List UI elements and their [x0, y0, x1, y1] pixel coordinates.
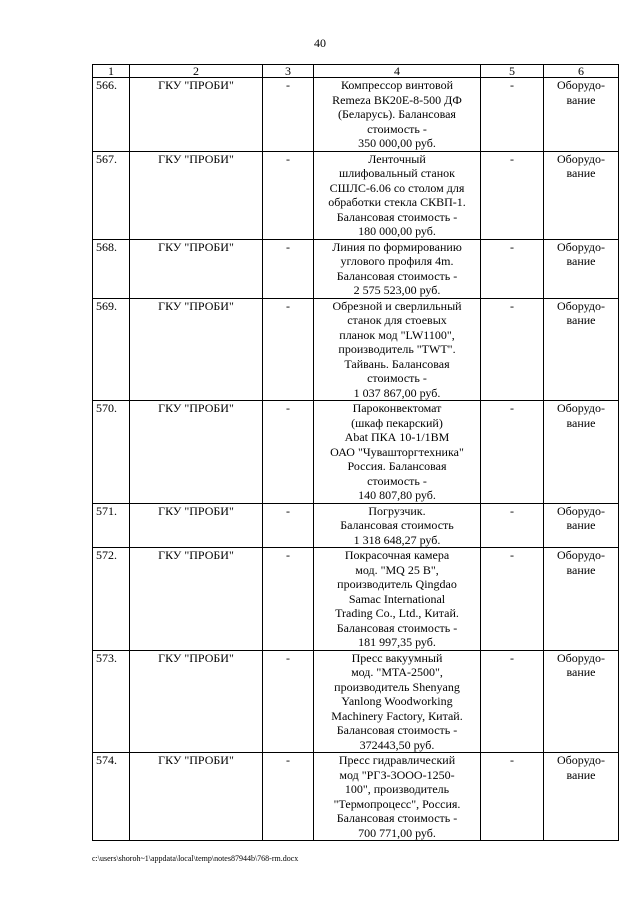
description-line: Покрасочная камера [344, 548, 450, 562]
row-number-cell: 566. [93, 78, 130, 152]
description-line: Линия по формированию [332, 239, 462, 254]
description-line: СШЛС-6.06 со столом для [329, 180, 465, 195]
description-line: шлифовальный станок [338, 166, 456, 180]
description-line: станок для стоевых [347, 313, 447, 327]
type-line: Оборудо- [557, 548, 605, 562]
type-cell [544, 650, 619, 753]
type-line: вание [566, 562, 596, 577]
description-line: 1 037 867,00 руб. [353, 385, 441, 400]
description-line: 700 771,00 руб. [358, 825, 436, 840]
description-line: Remeza ВК20Е-8-500 ДФ [332, 92, 462, 107]
type-line: вание [566, 313, 596, 327]
row-number-cell: 568. [93, 239, 130, 298]
type-line: вание [566, 92, 596, 107]
column-3-cell: - [263, 753, 314, 841]
type-line: вание [566, 767, 596, 782]
row-number-cell: 569. [93, 298, 130, 401]
organization-cell: ГКУ "ПРОБИ" [130, 151, 263, 239]
description-line: производитель Qingdao [337, 577, 457, 591]
table-row [93, 753, 619, 841]
description-line: Обрезной и сверлильный [332, 298, 462, 313]
page-number: 40 [314, 36, 326, 50]
type-line: Оборудо- [557, 298, 605, 313]
type-line: Оборудо- [557, 753, 605, 767]
type-cell [544, 298, 619, 401]
type-cell [544, 239, 619, 298]
table-row [93, 239, 619, 298]
header-col-5: 5 [481, 65, 544, 78]
property-table [92, 64, 619, 841]
description-line: Балансовая стоимость - [336, 723, 458, 737]
type-cell [544, 401, 619, 504]
description-line: стоимость - [367, 121, 427, 136]
description-line: Балансовая стоимость - [336, 811, 458, 825]
organization-cell: ГКУ "ПРОБИ" [130, 401, 263, 504]
type-cell [544, 753, 619, 841]
column-3-cell: - [263, 298, 314, 401]
description-line: Балансовая стоимость [340, 518, 454, 532]
description-line: стоимость - [367, 473, 427, 488]
column-3-cell: - [263, 401, 314, 504]
description-line: планок мод "LW1100", [339, 327, 455, 342]
organization-cell: ГКУ "ПРОБИ" [130, 753, 263, 841]
description-line: 100", производитель [344, 782, 450, 796]
description-line: Machinery Factory, Китай. [331, 708, 463, 723]
description-cell [314, 503, 481, 548]
description-cell [314, 298, 481, 401]
column-3-cell: - [263, 650, 314, 753]
organization-cell: ГКУ "ПРОБИ" [130, 650, 263, 753]
description-line: обработки стекла СКВП-1. [328, 195, 466, 209]
description-line: Trading Co., Ltd., Китай. [335, 606, 459, 620]
type-line: вание [566, 415, 596, 430]
column-3-cell: - [263, 151, 314, 239]
description-line: мод. "MTA-2500", [351, 665, 443, 679]
column-5-cell: - [481, 503, 544, 548]
column-5-cell: - [481, 753, 544, 841]
column-3-cell: - [263, 548, 314, 651]
type-cell [544, 503, 619, 548]
description-line: производитель "TWT". [338, 342, 456, 356]
description-line: 180 000,00 руб. [358, 224, 436, 238]
organization-cell: ГКУ "ПРОБИ" [130, 239, 263, 298]
description-line: Samac International [348, 591, 446, 606]
column-5-cell: - [481, 401, 544, 504]
type-line: Оборудо- [557, 78, 605, 92]
description-line: Балансовая стоимость - [336, 620, 458, 635]
description-line: мод "РГЗ-3ООО-1250- [339, 767, 455, 782]
description-cell [314, 239, 481, 298]
column-5-cell: - [481, 78, 544, 152]
row-number-cell: 573. [93, 650, 130, 753]
description-line: ОАО "Чувашторгтехника" [330, 444, 464, 459]
description-cell [314, 401, 481, 504]
description-line: мод. "MQ 25 В", [355, 562, 439, 577]
description-line: Компрессор винтовой [340, 78, 454, 92]
type-cell [544, 151, 619, 239]
description-cell [314, 151, 481, 239]
description-line: (шкаф пекарский) [351, 415, 443, 430]
type-line: вание [566, 254, 596, 268]
header-col-6: 6 [544, 65, 619, 78]
description-line: (Беларусь). Балансовая [338, 107, 456, 121]
row-number-cell: 572. [93, 548, 130, 651]
column-3-cell: - [263, 78, 314, 152]
description-line: производитель Shenyang [334, 679, 460, 694]
table-header-row [93, 65, 619, 78]
type-cell [544, 78, 619, 152]
type-line: вание [566, 665, 596, 679]
column-5-cell: - [481, 239, 544, 298]
header-col-4: 4 [314, 65, 481, 78]
organization-cell: ГКУ "ПРОБИ" [130, 78, 263, 152]
description-cell [314, 548, 481, 651]
description-line: "Термопроцесс", Россия. [333, 796, 461, 811]
type-line: вание [566, 166, 596, 180]
description-line: Yanlong Woodworking [341, 694, 453, 708]
column-3-cell: - [263, 503, 314, 548]
table-body [93, 65, 619, 841]
row-number-cell: 567. [93, 151, 130, 239]
description-line: Пресс гидравлический [338, 753, 456, 767]
table-row [93, 548, 619, 651]
file-path-footer: c:\users\shoroh~1\appdata\local\temp\notes87944b\768-rm.docx [92, 854, 299, 863]
type-line: Оборудо- [557, 503, 605, 518]
description-line: Погрузчик. [368, 503, 426, 518]
organization-cell: ГКУ "ПРОБИ" [130, 298, 263, 401]
type-line: Оборудо- [557, 151, 605, 166]
description-line: углового профиля 4m. [340, 254, 454, 268]
description-line: Россия. Балансовая [347, 459, 447, 473]
description-line: 350 000,00 руб. [358, 136, 436, 150]
description-line: Тайвань. Балансовая [344, 356, 450, 371]
header-col-2: 2 [130, 65, 263, 78]
header-col-3: 3 [263, 65, 314, 78]
table-row [93, 650, 619, 753]
table-row [93, 503, 619, 548]
table-row [93, 298, 619, 401]
type-cell [544, 548, 619, 651]
description-line: 140 807,80 руб. [358, 488, 436, 502]
table-row [93, 151, 619, 239]
type-line: вание [566, 518, 596, 532]
description-cell [314, 753, 481, 841]
description-line: Ленточный [368, 151, 426, 166]
row-number-cell: 570. [93, 401, 130, 504]
column-5-cell: - [481, 548, 544, 651]
column-5-cell: - [481, 151, 544, 239]
type-line: Оборудо- [557, 239, 605, 254]
type-line: Оборудо- [557, 401, 605, 415]
description-line: Пароконвектомат [352, 401, 442, 415]
description-line: Балансовая стоимость - [336, 209, 458, 224]
description-cell [314, 78, 481, 152]
table-row [93, 78, 619, 152]
description-line: Балансовая стоимость - [336, 268, 458, 283]
row-number-cell: 574. [93, 753, 130, 841]
organization-cell: ГКУ "ПРОБИ" [130, 548, 263, 651]
description-line: Abat ПКА 10-1/1ВМ [344, 430, 450, 444]
description-line: Пресс вакуумный [351, 650, 443, 665]
description-line: стоимость - [367, 371, 427, 385]
description-line: 372443,50 руб. [359, 737, 435, 752]
table-row [93, 401, 619, 504]
description-line: 181 997,35 руб. [358, 635, 436, 649]
organization-cell: ГКУ "ПРОБИ" [130, 503, 263, 548]
description-line: 1 318 648,27 руб. [353, 532, 441, 547]
description-line: 2 575 523,00 руб. [353, 283, 441, 297]
row-number-cell: 571. [93, 503, 130, 548]
column-3-cell: - [263, 239, 314, 298]
column-5-cell: - [481, 298, 544, 401]
column-5-cell: - [481, 650, 544, 753]
type-line: Оборудо- [557, 650, 605, 665]
header-col-1: 1 [93, 65, 130, 78]
description-cell [314, 650, 481, 753]
